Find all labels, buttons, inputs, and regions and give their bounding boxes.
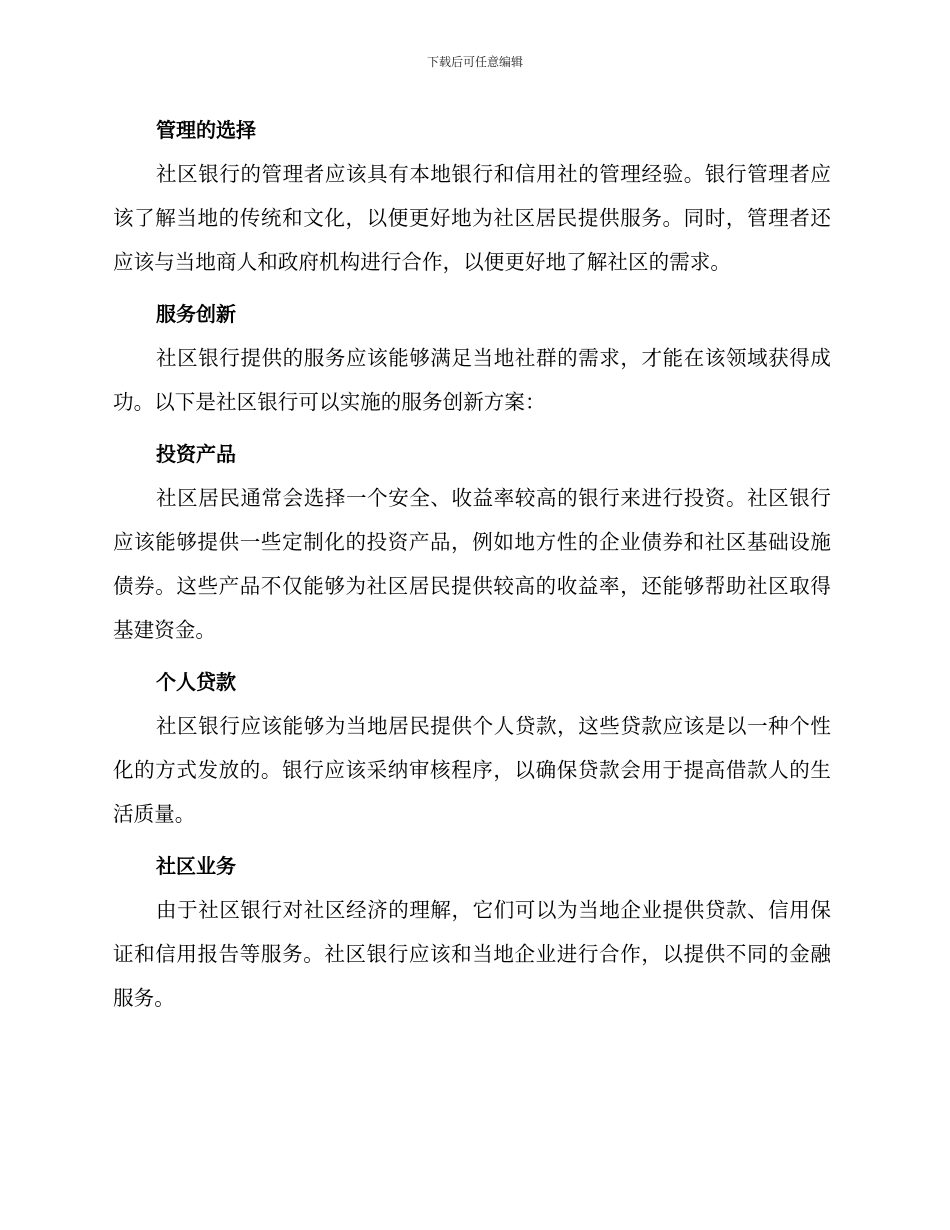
section-heading-investment-products: 投资产品 — [156, 442, 236, 466]
paragraph-personal-loans: 社区银行应该能够为当地居民提供个人贷款，这些贷款应该是以一种个性化的方式发放的。银行应该采纳审核程序，以确保贷款会用于提高借款人的生活质量。 — [113, 714, 831, 826]
paragraph-investment-products: 社区居民通常会选择一个安全、收益率较高的银行来进行投资。社区银行应该能够提供一些定制化的投资产品，例如地方性的企业债券和社区基础设施债券。这些产品不仅能够为社区居民提供较高的收益率，还能够帮助社区取得基建资金。 — [113, 486, 831, 642]
paragraph-management: 社区银行的管理者应该具有本地银行和信用社的管理经验。银行管理者应该了解当地的传统和文化，以便更好地为社区居民提供服务。同时，管理者还应该与当地商人和政府机构进行合作，以便更好地了解社区的需求。 — [113, 162, 831, 274]
section-heading-management: 管理的选择 — [156, 118, 256, 142]
page-header-note: 下载后可任意编辑 — [426, 55, 523, 69]
paragraph-service-innovation: 社区银行提供的服务应该能够满足当地社群的需求，才能在该领域获得成功。以下是社区银行可以实施的服务创新方案： — [113, 346, 831, 414]
paragraph-community-business: 由于社区银行对社区经济的理解，它们可以为当地企业提供贷款、信用保证和信用报告等服务。社区银行应该和当地企业进行合作，以提供不同的金融服务。 — [113, 898, 831, 1010]
section-heading-community-business: 社区业务 — [156, 854, 236, 878]
document-body — [113, 108, 831, 1028]
section-heading-service-innovation: 服务创新 — [156, 302, 236, 326]
section-heading-personal-loans: 个人贷款 — [156, 670, 236, 694]
